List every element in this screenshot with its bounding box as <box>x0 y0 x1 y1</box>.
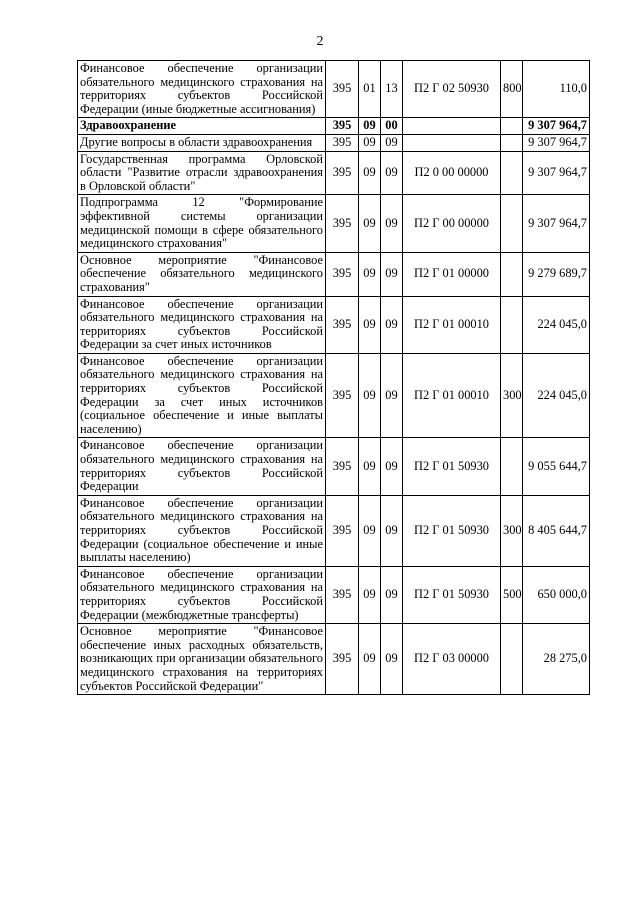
row-name: Финансовое обеспечение организации обязательного медицинского страхования на территориях субъектов Российской Федерации (межбюджетные трансферты) <box>78 566 326 623</box>
table-row <box>78 296 590 353</box>
row-csr-code <box>403 134 501 151</box>
row-name: Финансовое обеспечение организации обязательного медицинского страхования на территориях субъектов Российской Федерации (социальное обеспечение и иные выплаты населению) <box>78 495 326 566</box>
row-sum: 9 307 964,7 <box>523 151 590 195</box>
row-vr-code: 500 <box>501 566 523 623</box>
row-pr-code: 00 <box>381 118 403 135</box>
row-rz-code: 09 <box>359 195 381 252</box>
row-pr-code: 09 <box>381 134 403 151</box>
row-sum: 110,0 <box>523 61 590 118</box>
row-sum: 9 279 689,7 <box>523 252 590 296</box>
row-gr-code: 395 <box>326 195 359 252</box>
table-row <box>78 252 590 296</box>
row-pr-code: 09 <box>381 296 403 353</box>
row-csr-code: П2 Г 01 50930 <box>403 495 501 566</box>
row-gr-code: 395 <box>326 566 359 623</box>
row-sum: 9 307 964,7 <box>523 118 590 135</box>
row-csr-code: П2 Г 01 50930 <box>403 438 501 495</box>
table-row <box>78 495 590 566</box>
row-vr-code <box>501 252 523 296</box>
row-rz-code: 09 <box>359 296 381 353</box>
row-csr-code: П2 0 00 00000 <box>403 151 501 195</box>
row-gr-code: 395 <box>326 134 359 151</box>
row-vr-code <box>501 151 523 195</box>
row-vr-code: 300 <box>501 353 523 438</box>
row-rz-code: 09 <box>359 566 381 623</box>
budget-table <box>77 60 590 695</box>
table-row <box>78 151 590 195</box>
row-gr-code: 395 <box>326 118 359 135</box>
row-name: Финансовое обеспечение организации обязательного медицинского страхования на территориях субъектов Российской Федерации <box>78 438 326 495</box>
row-csr-code: П2 Г 01 00010 <box>403 296 501 353</box>
row-gr-code: 395 <box>326 495 359 566</box>
row-vr-code: 300 <box>501 495 523 566</box>
row-name: Основное мероприятие "Финансовое обеспечение иных расходных обязательств, возникающих при организации обязательного медицинского страхования на территориях субъектов Российской Федерации" <box>78 624 326 695</box>
table-row <box>78 61 590 118</box>
row-rz-code: 09 <box>359 118 381 135</box>
row-sum: 224 045,0 <box>523 353 590 438</box>
row-gr-code: 395 <box>326 61 359 118</box>
row-rz-code: 09 <box>359 624 381 695</box>
table-row <box>78 195 590 252</box>
row-csr-code: П2 Г 01 00000 <box>403 252 501 296</box>
row-pr-code: 09 <box>381 353 403 438</box>
row-name: Финансовое обеспечение организации обязательного медицинского страхования на территориях субъектов Российской Федерации за счет иных источников <box>78 296 326 353</box>
row-rz-code: 09 <box>359 151 381 195</box>
row-pr-code: 09 <box>381 195 403 252</box>
row-rz-code: 09 <box>359 438 381 495</box>
table-row <box>78 624 590 695</box>
row-pr-code: 09 <box>381 151 403 195</box>
row-sum: 650 000,0 <box>523 566 590 623</box>
row-sum: 8 405 644,7 <box>523 495 590 566</box>
row-pr-code: 09 <box>381 624 403 695</box>
row-name: Здравоохранение <box>78 118 326 135</box>
row-pr-code: 09 <box>381 566 403 623</box>
row-pr-code: 09 <box>381 495 403 566</box>
row-sum: 9 307 964,7 <box>523 195 590 252</box>
row-vr-code <box>501 438 523 495</box>
row-csr-code: П2 Г 03 00000 <box>403 624 501 695</box>
table-row <box>78 134 590 151</box>
table-row <box>78 438 590 495</box>
row-vr-code <box>501 195 523 252</box>
row-vr-code <box>501 118 523 135</box>
row-name: Государственная программа Орловской области "Развитие отрасли здравоохранения в Орловской области" <box>78 151 326 195</box>
table-row <box>78 118 590 135</box>
row-gr-code: 395 <box>326 151 359 195</box>
row-vr-code <box>501 134 523 151</box>
row-vr-code: 800 <box>501 61 523 118</box>
row-pr-code: 13 <box>381 61 403 118</box>
row-rz-code: 09 <box>359 134 381 151</box>
page-number: 2 <box>316 34 324 49</box>
row-gr-code: 395 <box>326 353 359 438</box>
row-pr-code: 09 <box>381 438 403 495</box>
row-rz-code: 09 <box>359 495 381 566</box>
row-gr-code: 395 <box>326 438 359 495</box>
row-name: Другие вопросы в области здравоохранения <box>78 134 326 151</box>
row-vr-code <box>501 624 523 695</box>
row-gr-code: 395 <box>326 624 359 695</box>
row-csr-code: П2 Г 01 00010 <box>403 353 501 438</box>
row-sum: 9 055 644,7 <box>523 438 590 495</box>
row-csr-code: П2 Г 02 50930 <box>403 61 501 118</box>
row-rz-code: 09 <box>359 252 381 296</box>
row-rz-code: 01 <box>359 61 381 118</box>
row-csr-code <box>403 118 501 135</box>
row-gr-code: 395 <box>326 296 359 353</box>
row-sum: 224 045,0 <box>523 296 590 353</box>
row-name: Финансовое обеспечение организации обязательного медицинского страхования на территориях субъектов Российской Федерации (иные бюджетные ассигнования) <box>78 61 326 118</box>
row-vr-code <box>501 296 523 353</box>
budget-table-body <box>78 61 590 695</box>
row-pr-code: 09 <box>381 252 403 296</box>
row-gr-code: 395 <box>326 252 359 296</box>
table-row <box>78 353 590 438</box>
table-row <box>78 566 590 623</box>
row-name: Основное мероприятие "Финансовое обеспечение обязательного медицинского страхования" <box>78 252 326 296</box>
row-name: Подпрограмма 12 "Формирование эффективной системы организации медицинской помощи в сфере обязательного медицинского страхования" <box>78 195 326 252</box>
row-sum: 9 307 964,7 <box>523 134 590 151</box>
row-name: Финансовое обеспечение организации обязательного медицинского страхования на территориях субъектов Российской Федерации за счет иных источников (социальное обеспечение и иные выплаты населению) <box>78 353 326 438</box>
row-rz-code: 09 <box>359 353 381 438</box>
row-sum: 28 275,0 <box>523 624 590 695</box>
row-csr-code: П2 Г 00 00000 <box>403 195 501 252</box>
row-csr-code: П2 Г 01 50930 <box>403 566 501 623</box>
